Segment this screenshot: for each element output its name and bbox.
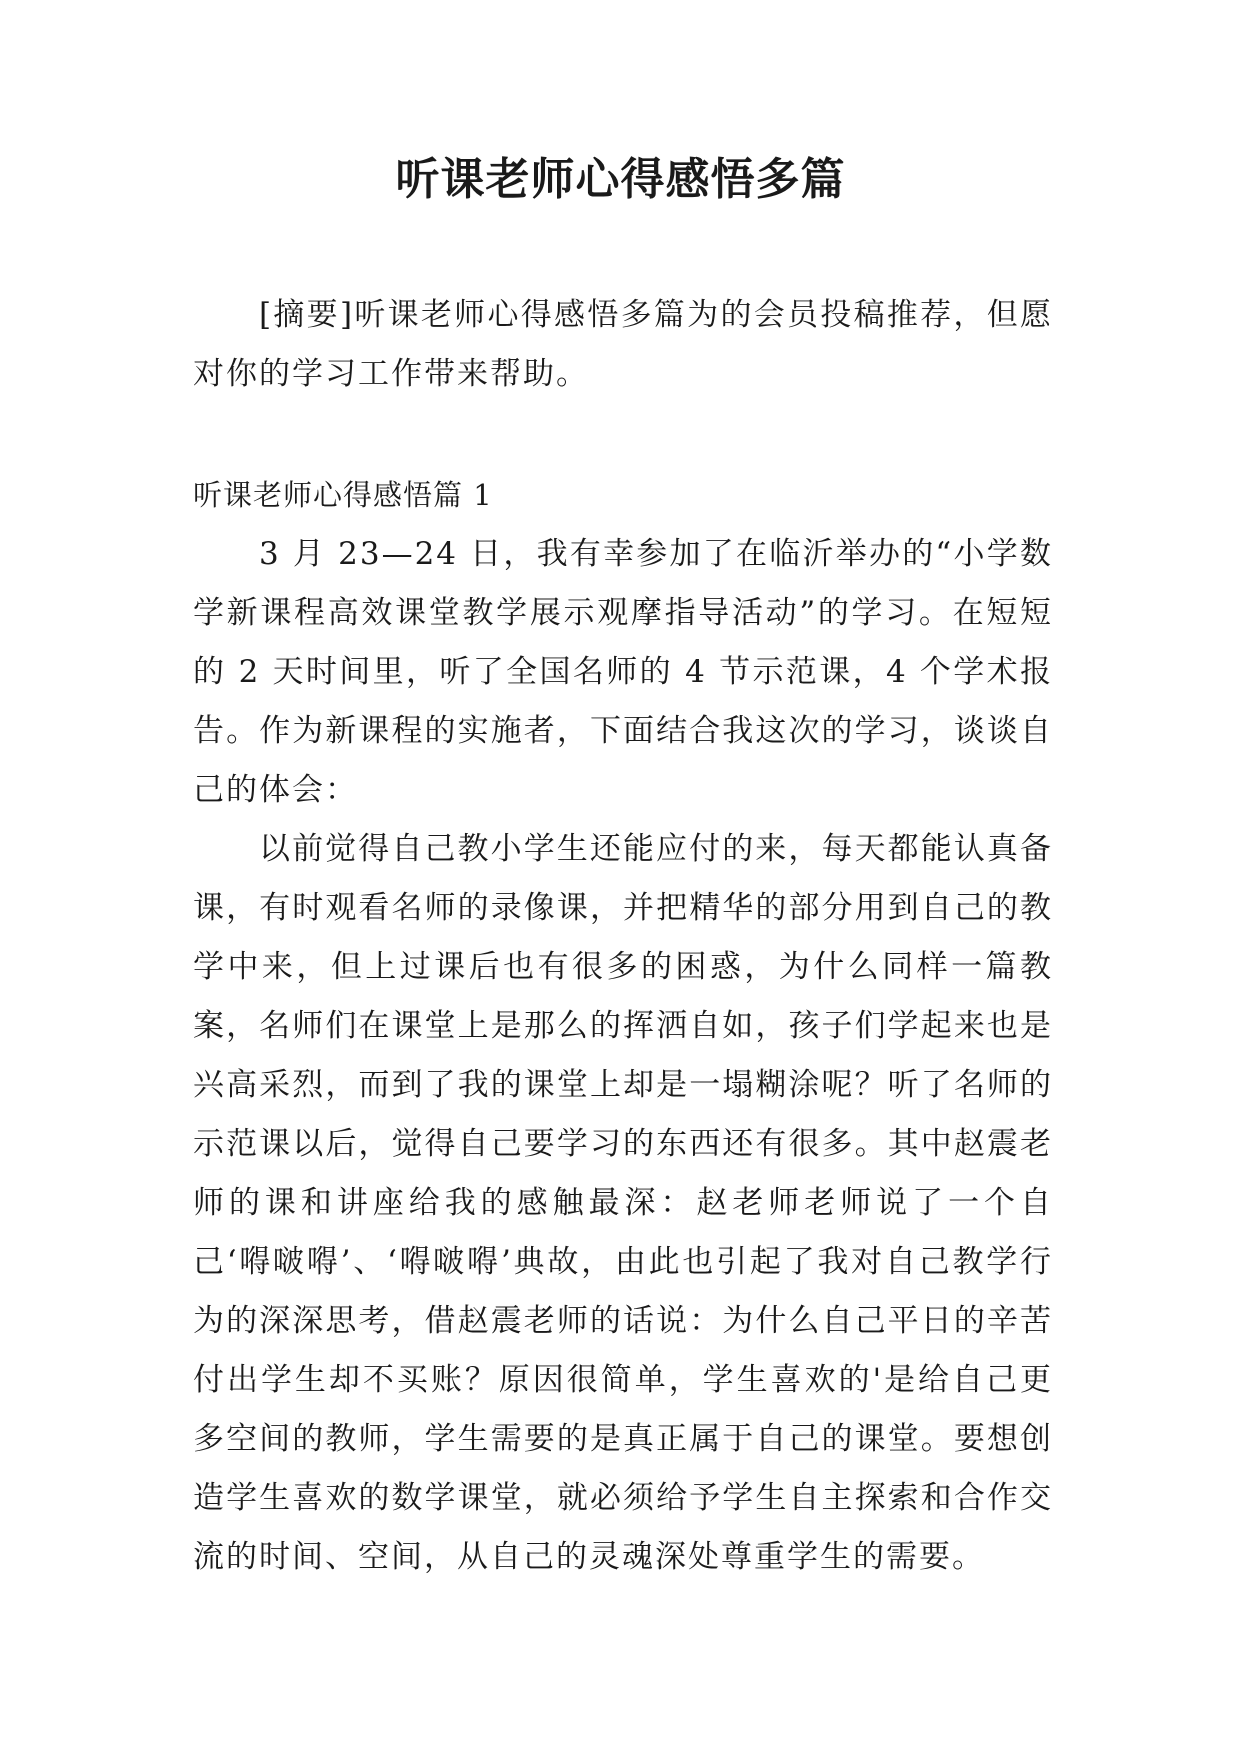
abstract-paragraph: [摘要]听课老师心得感悟多篇为的会员投稿推荐，但愿对你的学习工作带来帮助。 (193, 297, 1053, 392)
body-paragraph: 以前觉得自己教小学生还能应付的来，每天都能认真备课，有时观看名师的录像课，并把精华的部分用到自己的教学中来，但上过课后也有很多的困惑，为什么同样一篇教案，名师们在课堂上是那么的挥洒自如，孩子们学起来也是兴高采烈，而到了我的课堂上却是一塌糊涂呢？听了名师的示范课以后，觉得自己要学习的东西还有很多。其中赵震老师的课和讲座给我的感触最深：赵老师老师说了一个自己‘嘚啵嘚’、‘嘚啵嘚’典故，由此也引起了我对自己教学行为的深深思考，借赵震老师的话说：为什么自己平日的辛苦付出学生却不买账？原因很简单，学生喜欢的'是给自己更多空间的教师，学生需要的是真正属于自己的课堂。要想创造学生喜欢的数学课堂，就必须给予学生自主探索和合作交流的时间、空间，从自己的灵魂深处尊重学生的需要。 (193, 831, 1053, 1575)
page-title: 听课老师心得感悟多篇 (395, 154, 846, 205)
body-paragraph: 3 月 23—24 日，我有幸参加了在临沂举办的“小学数学新课程高效课堂教学展示观摩指导活动”的学习。在短短的 2 天时间里，听了全国名师的 4 节示范课，4 个学术报告。作为新课程的实施者，下面结合我这次的学习，谈谈自己的体会： (193, 536, 1053, 808)
section-heading: 听课老师心得感悟篇 1 (193, 478, 493, 512)
